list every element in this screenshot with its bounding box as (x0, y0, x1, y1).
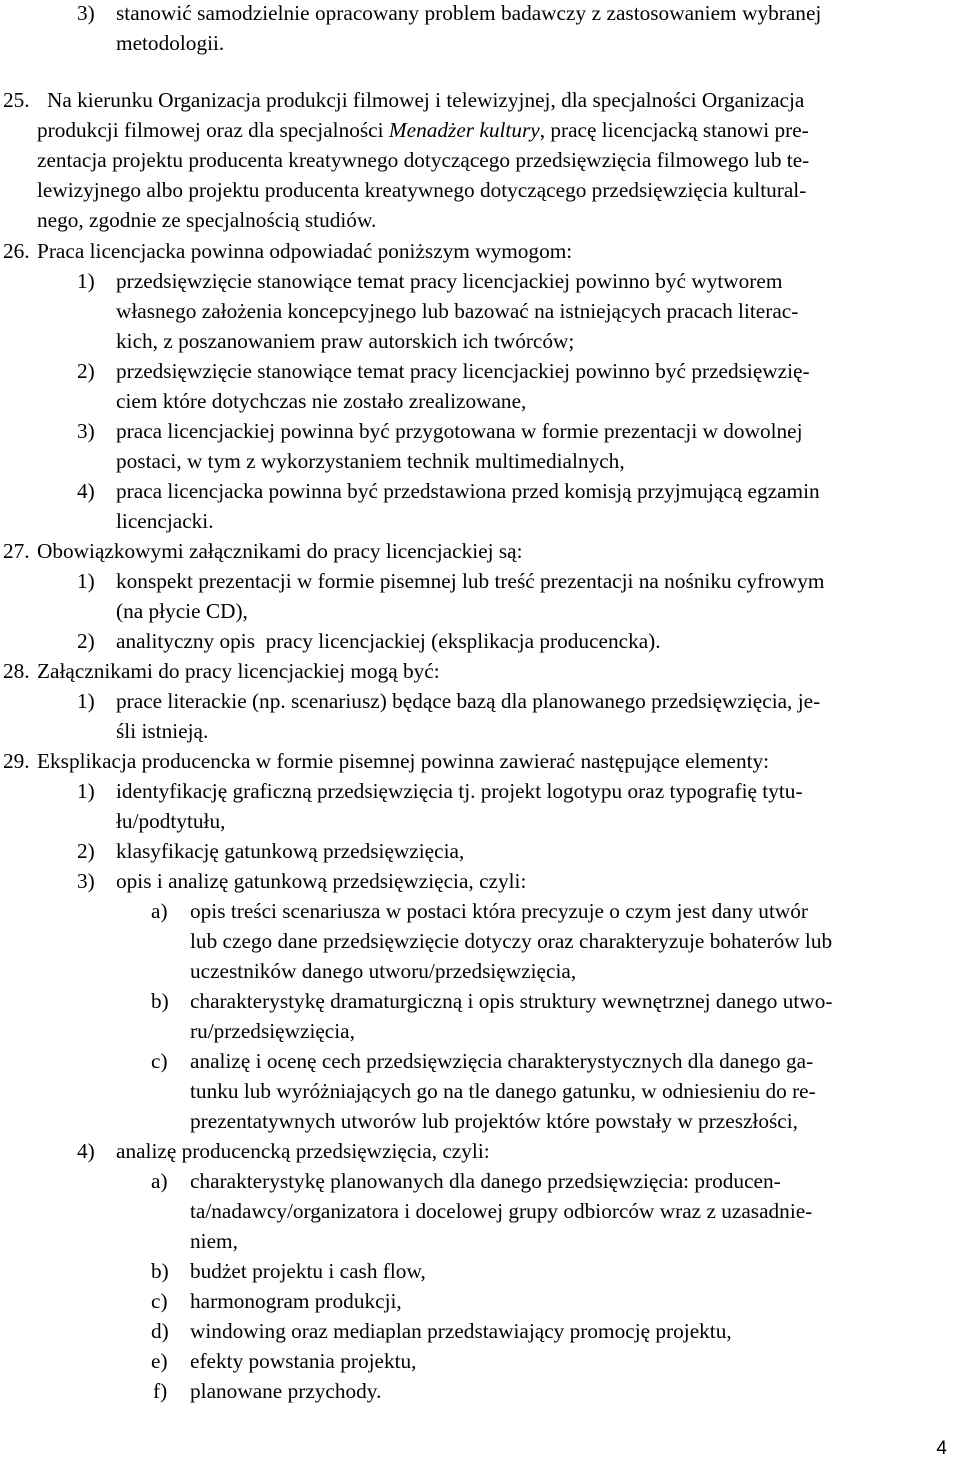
text-line: harmonogram produkcji, (190, 1289, 402, 1313)
list-number: 3) (77, 419, 95, 443)
text-line: kich, z poszanowaniem praw autorskich ich twórców; (116, 329, 575, 353)
text-line: praca licencjacka powinna być przedstawiona przed komisją przyjmującą egzamin (116, 479, 820, 503)
text-line: metodologii. (116, 31, 225, 55)
text-line: analizę producencką przedsięwzięcia, czyli: (116, 1139, 490, 1163)
text-line: ru/przedsięwzięcia, (190, 1019, 355, 1043)
text-line: ta/nadawcy/organizatora i docelowej grupy odbiorców wraz z uzasadnie- (190, 1199, 813, 1223)
text-line: analizę i ocenę cech przedsięwzięcia charakterystycznych dla danego ga- (190, 1049, 814, 1073)
text-line: produkcji filmowej oraz dla specjalności Menadżer kultury, pracę licencjacką stanowi pre- (37, 118, 809, 142)
text-line: budżet projektu i cash flow, (190, 1259, 426, 1283)
text-line: przedsięwzięcie stanowiące temat pracy licencjackiej powinno być przedsięwzię- (116, 359, 810, 383)
sublist-letter: b) (151, 989, 169, 1013)
text-line: prezentatywnych utworów lub projektów które powstały w przeszłości, (190, 1109, 798, 1133)
text-line: charakterystykę planowanych dla danego przedsięwzięcia: producen- (190, 1169, 781, 1193)
list-number: 2) (77, 629, 95, 653)
text-line: ciem które dotychczas nie zostało zrealizowane, (116, 389, 527, 413)
paragraph-number: 27. (3, 539, 30, 563)
paragraph-number: 28. (3, 659, 30, 683)
text-line: postaci, w tym z wykorzystaniem technik multimedialnych, (116, 449, 625, 473)
paragraph-lead: Załącznikami do pracy licencjackiej mogą być: (37, 659, 440, 683)
text-line: analityczny opis pracy licencjackiej (eksplikacja producencka). (116, 629, 661, 653)
sublist-letter: a) (151, 1169, 168, 1193)
text-line: stanowić samodzielnie opracowany problem badawczy z zastosowaniem wybranej (116, 1, 822, 25)
list-number: 3) (77, 1, 95, 25)
text-line: nego, zgodnie ze specjalnością studiów. (37, 208, 377, 232)
text-line: konspekt prezentacji w formie pisemnej lub treść prezentacji na nośniku cyfrowym (116, 569, 825, 593)
text-line: uczestników danego utworu/przedsięwzięcia, (190, 959, 577, 983)
text-line: śli istnieją. (116, 719, 209, 743)
text-line: klasyfikację gatunkową przedsięwzięcia, (116, 839, 465, 863)
text-line: (na płycie CD), (116, 599, 248, 623)
paragraph-lead: Eksplikacja producencka w formie pisemnej powinna zawierać następujące elementy: (37, 749, 770, 773)
sublist-letter: a) (151, 899, 168, 923)
sublist-letter: d) (151, 1319, 169, 1343)
text-line: tunku lub wyróżniających go na tle danego gatunku, w odniesieniu do re- (190, 1079, 816, 1103)
text-line: Na kierunku Organizacja produkcji filmowej i telewizyjnej, dla specjalności Organizacja (47, 88, 805, 112)
paragraph-lead: Praca licencjacka powinna odpowiadać poniższym wymogom: (37, 239, 573, 263)
text-line: windowing oraz mediaplan przedstawiający promocję projektu, (190, 1319, 732, 1343)
text-line: licencjacki. (116, 509, 214, 533)
list-number: 1) (77, 269, 95, 293)
sublist-letter: e) (151, 1349, 168, 1373)
text-line: przedsięwzięcie stanowiące temat pracy licencjackiej powinno być wytworem (116, 269, 783, 293)
text-line: prace literackie (np. scenariusz) będące bazą dla planowanego przedsięwzięcia, je- (116, 689, 821, 713)
text-line: lewizyjnego albo projektu producenta kreatywnego dotyczącego przedsięwzięcia kultural- (37, 178, 807, 202)
sublist-letter: f) (153, 1379, 168, 1403)
list-number: 3) (77, 869, 95, 893)
paragraph-lead: Obowiązkowymi załącznikami do pracy licencjackiej są: (37, 539, 523, 563)
list-number: 1) (77, 689, 95, 713)
text-line: własnego założenia koncepcyjnego lub bazować na istniejących pracach literac- (116, 299, 799, 323)
text-line: zentacja projektu producenta kreatywnego dotyczącego przedsięwzięcia filmowego lub te- (37, 148, 810, 172)
text-line: charakterystykę dramaturgiczną i opis struktury wewnętrznej danego utwo- (190, 989, 833, 1013)
text-line: łu/podtytułu, (116, 809, 226, 833)
paragraph-number: 26. (3, 239, 30, 263)
list-number: 4) (77, 1139, 95, 1163)
text-line: planowane przychody. (190, 1379, 382, 1403)
text-line: praca licencjackiej powinna być przygotowana w formie prezentacji w dowolnej (116, 419, 803, 443)
paragraph-number: 29. (3, 749, 30, 773)
list-number: 4) (77, 479, 95, 503)
text-line: identyfikację graficzną przedsięwzięcia tj. projekt logotypu oraz typografię tytu- (116, 779, 803, 803)
list-number: 1) (77, 569, 95, 593)
sublist-letter: c) (151, 1049, 168, 1073)
sublist-letter: c) (151, 1289, 168, 1313)
sublist-letter: b) (151, 1259, 169, 1283)
text-line: niem, (190, 1229, 238, 1253)
list-number: 2) (77, 839, 95, 863)
paragraph-number: 25. (3, 88, 30, 112)
text-line: opis treści scenariusza w postaci która precyzuje o czym jest dany utwór (190, 899, 808, 923)
italic-term: Menadżer kultury (388, 118, 540, 142)
page-number: 4 (936, 1438, 947, 1459)
text-line: efekty powstania projektu, (190, 1349, 417, 1373)
list-number: 2) (77, 359, 95, 383)
text-line: lub czego dane przedsięwzięcie dotyczy oraz charakteryzuje bohaterów lub (190, 929, 833, 953)
text-line: opis i analizę gatunkową przedsięwzięcia, czyli: (116, 869, 527, 893)
list-number: 1) (77, 779, 95, 803)
